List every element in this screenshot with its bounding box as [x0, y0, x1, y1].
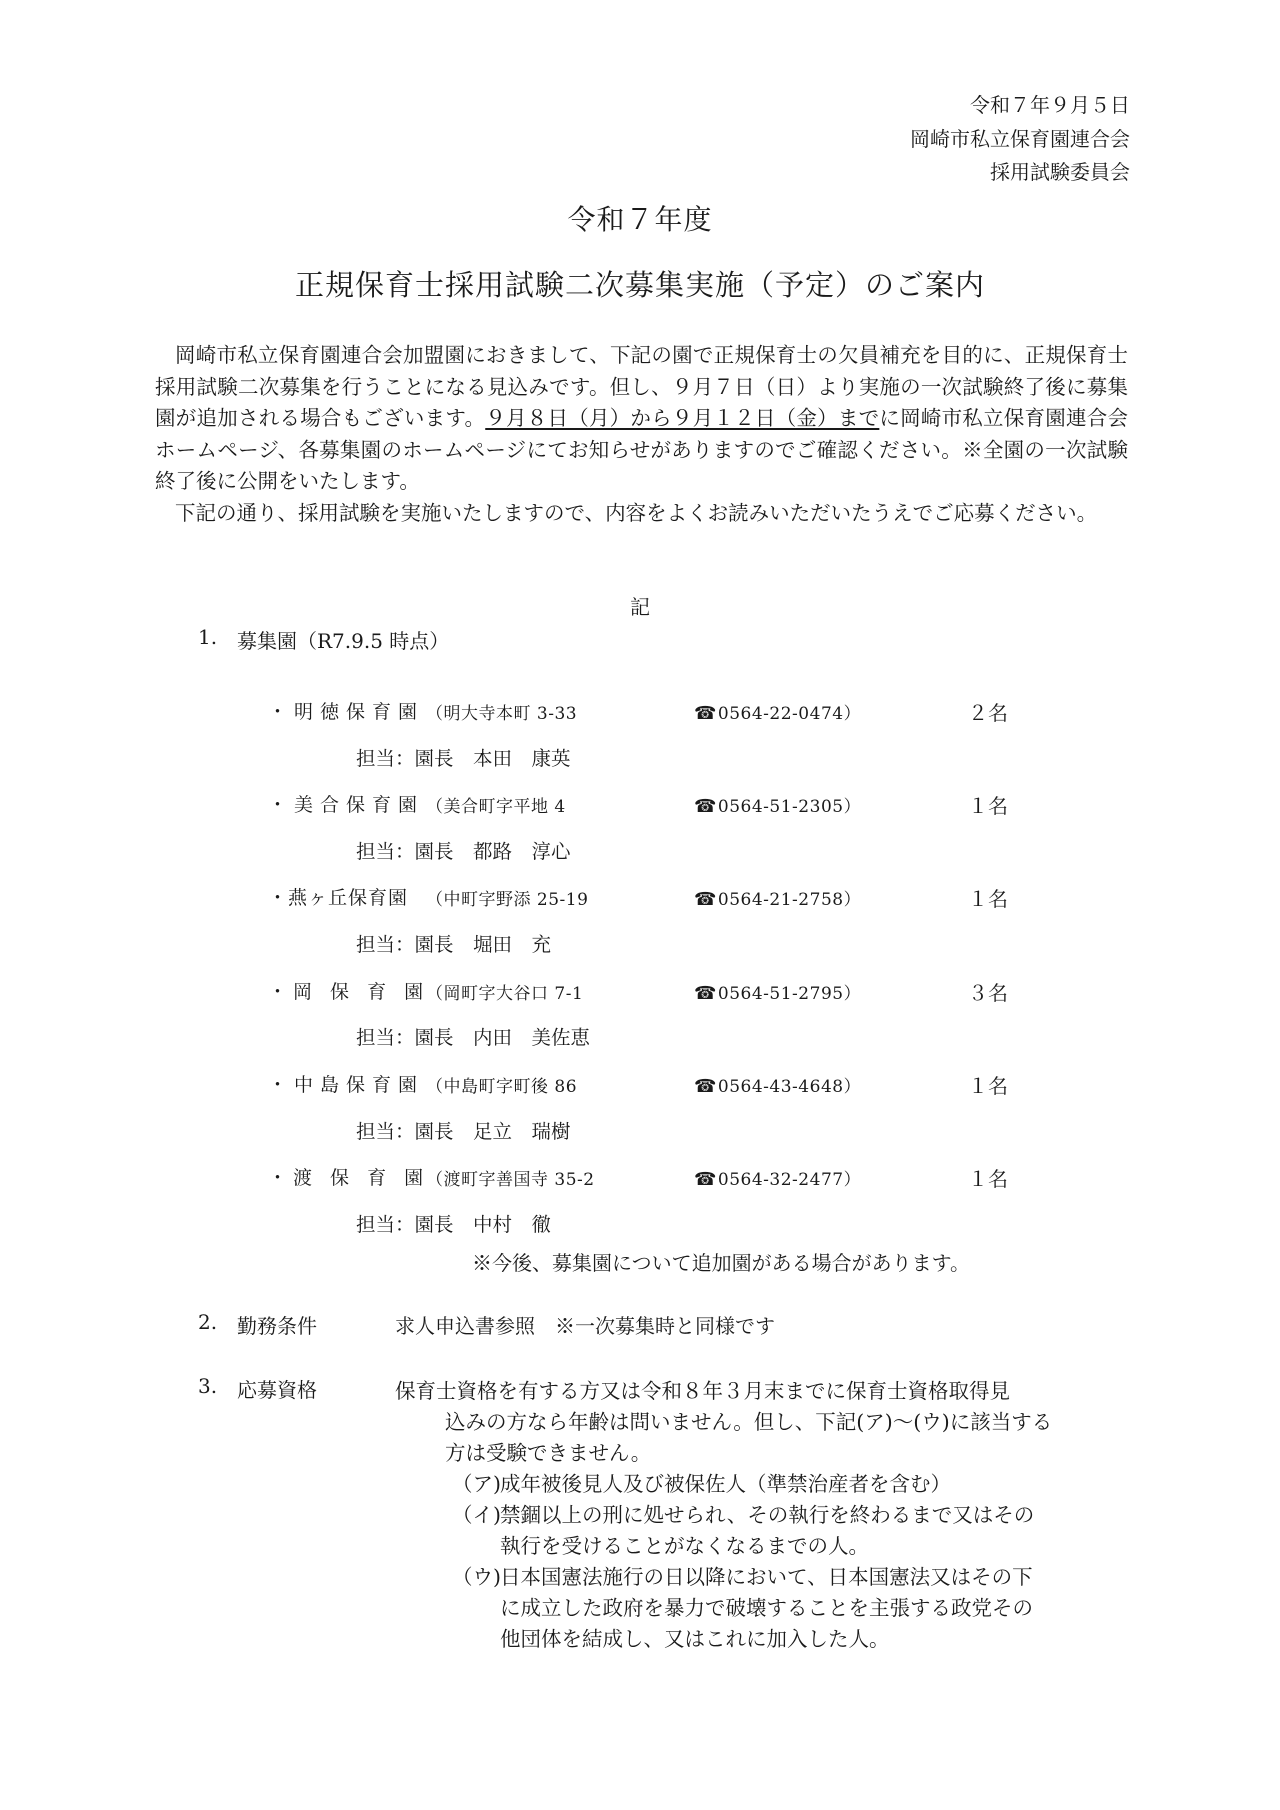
intro-paragraph-1 — [155, 340, 1128, 498]
announcement-period: ９月８日（月）から９月１２日（金）まで — [485, 406, 880, 430]
section-1-number: 1. — [198, 625, 218, 649]
phone-icon: ☎ — [694, 983, 717, 1004]
school-address: （渡町字善国寺 35-2 — [426, 1170, 595, 1190]
phone-icon: ☎ — [694, 1169, 717, 1190]
disqualification-text: 成年被後見人及び被保佐人（準禁治産者を含む） — [500, 1472, 951, 1496]
issue-date: 令和７年９月５日 — [970, 93, 1130, 117]
intro-paragraph-1-part-b: に岡崎市私立保育園連合会ホームページ、各募集園のホームページにてお知らせがありますのでご確認ください。※全園の一次試験終了後に公開をいたします。 — [155, 406, 1129, 493]
school-phone-number: 0564-22-0474） — [717, 704, 862, 724]
school-phone-number: 0564-43-4648） — [717, 1077, 862, 1097]
school-contact: 担当：園長 都路 淳心 — [356, 840, 571, 863]
school-phone — [694, 1165, 861, 1190]
school-address: （岡町字大谷口 7-1 — [426, 984, 584, 1004]
school-phone — [694, 699, 861, 724]
school-phone — [694, 1072, 861, 1097]
school-phone-number: 0564-32-2477） — [717, 1170, 862, 1190]
school-address: （中町字野添 25-19 — [426, 890, 589, 910]
section-2-number: 2. — [198, 1310, 218, 1334]
school-phone-number: 0564-51-2305） — [717, 797, 862, 817]
school-name: ・渡 保 育 園 — [268, 1167, 430, 1189]
school-name: ・中島保育園 — [268, 1074, 425, 1096]
school-openings: ３名 — [968, 981, 1008, 1005]
school-openings: １名 — [968, 887, 1008, 911]
section-1-heading: 募集園（R7.9.5 時点） — [237, 629, 450, 653]
school-phone-number: 0564-21-2758） — [717, 890, 862, 910]
section-3-number: 3. — [198, 1374, 218, 1398]
disqualification-text: 日本国憲法施行の日以降において、日本国憲法又はその下 — [500, 1565, 1033, 1589]
page-title: 正規保育士採用試験二次募集実施（予定）のご案内 — [294, 268, 985, 302]
disqualification-text: 禁錮以上の刑に処せられ、その執行を終わるまで又はその — [500, 1503, 1035, 1527]
intro-paragraph-2: 下記の通り、採用試験を実施いたしますので、内容をよくお読みいただいたうえでご応募ください。 — [175, 500, 1098, 525]
disqualification-text: 執行を受けることがなくなるまでの人。 — [500, 1534, 869, 1558]
school-openings: １名 — [968, 1167, 1008, 1191]
disqualification-label: （ウ) — [452, 1565, 501, 1589]
school-name: ・美合保育園 — [268, 794, 425, 816]
school-address: （明大寺本町 3-33 — [426, 704, 578, 724]
title-year: 令和７年度 — [567, 203, 713, 236]
disqualification-text: 他団体を結成し、又はこれに加入した人。 — [500, 1627, 890, 1651]
phone-icon: ☎ — [694, 796, 717, 817]
qualification-line: 込みの方なら年齢は問いません。但し、下記(ア)～(ウ)に該当する — [445, 1410, 1053, 1434]
section-2-text: 求人申込書参照 ※一次募集時と同様です — [395, 1314, 775, 1338]
ki-heading: 記 — [630, 595, 650, 619]
school-phone — [694, 885, 861, 910]
section-3-heading: 応募資格 — [237, 1378, 317, 1402]
disqualification-label: （ア) — [452, 1472, 501, 1496]
school-openings: １名 — [968, 1074, 1008, 1098]
school-contact: 担当：園長 内田 美佐恵 — [356, 1026, 591, 1049]
disqualification-label: （イ) — [452, 1503, 501, 1527]
phone-icon: ☎ — [694, 889, 717, 910]
section-2-heading: 勤務条件 — [237, 1314, 317, 1338]
qualification-line: 保育士資格を有する方又は令和８年３月末までに保育士資格取得見 — [395, 1379, 1010, 1403]
school-address: （美合町字平地 4 — [426, 797, 566, 817]
committee-name: 採用試験委員会 — [990, 160, 1130, 184]
school-name: ・燕ヶ丘保育園 — [268, 887, 409, 909]
qualification-line: 方は受験できません。 — [445, 1441, 652, 1465]
school-contact: 担当：園長 足立 瑞樹 — [356, 1120, 571, 1143]
school-address: （中島町字町後 86 — [426, 1077, 578, 1097]
school-phone — [694, 979, 861, 1004]
school-openings: ２名 — [968, 701, 1008, 725]
intro-paragraph-1-part-a: 岡崎市私立保育園連合会加盟園におきまして、下記の園で正規保育士の欠員補充を目的に、正規保育士採用試験二次募集を行うことになる見込みです。但し、９月７日（日）より実施の一次試験終了後に募集園が追加される場合もございます。 — [155, 343, 1128, 430]
school-openings: １名 — [968, 794, 1008, 818]
phone-icon: ☎ — [694, 703, 717, 724]
schools-note: ※今後、募集園について追加園がある場合があります。 — [472, 1251, 970, 1275]
school-contact: 担当：園長 中村 徹 — [356, 1213, 552, 1236]
school-contact: 担当：園長 堀田 充 — [356, 933, 552, 956]
school-phone — [694, 792, 861, 817]
school-phone-number: 0564-51-2795） — [717, 984, 862, 1004]
disqualification-text: に成立した政府を暴力で破壊することを主張する政党その — [500, 1596, 1033, 1620]
intro-text — [155, 340, 1128, 529]
school-name: ・明徳保育園 — [268, 701, 425, 723]
school-name: ・岡 保 育 園 — [268, 981, 430, 1003]
organization-name: 岡崎市私立保育園連合会 — [910, 127, 1130, 151]
school-contact: 担当：園長 本田 康英 — [356, 747, 571, 770]
phone-icon: ☎ — [694, 1076, 717, 1097]
